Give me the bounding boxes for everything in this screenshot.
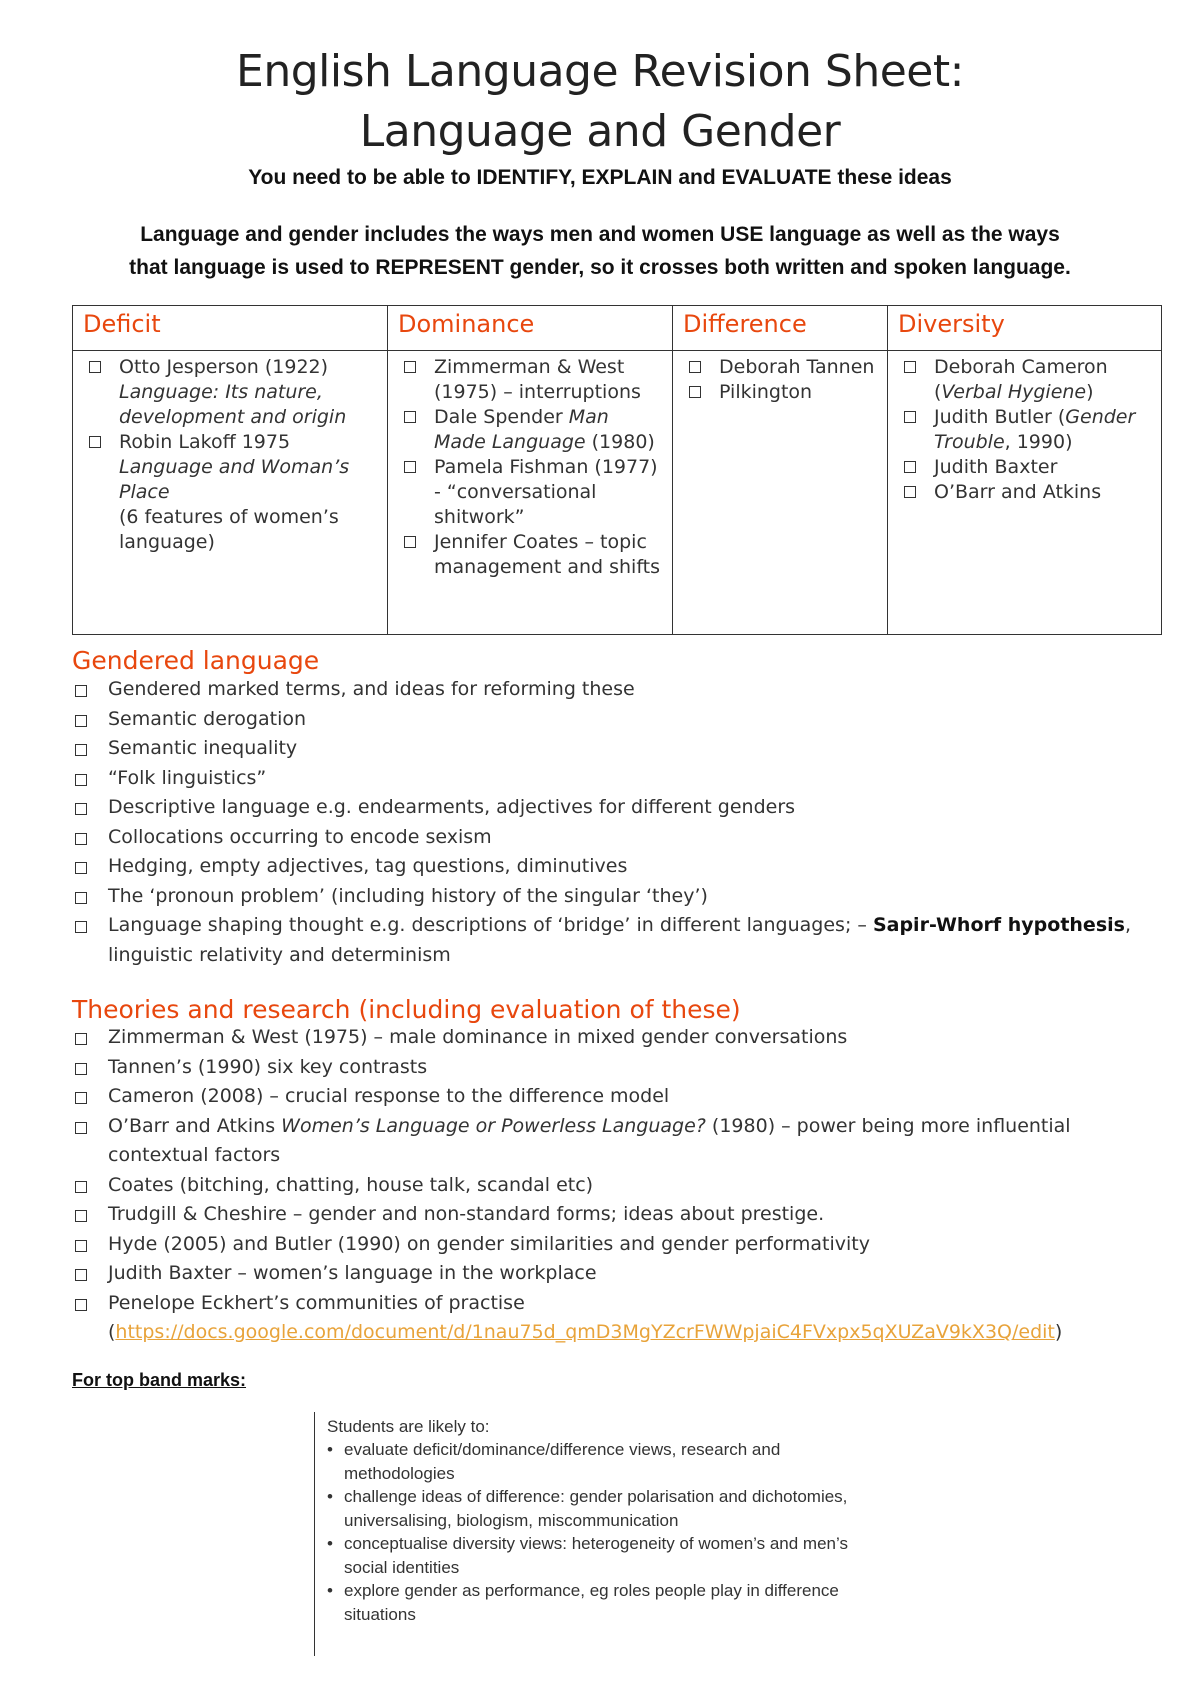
checkbox-icon[interactable] <box>75 862 87 874</box>
diversity-cell <box>888 351 1162 635</box>
list-item: Hyde (2005) and Butler (1990) on gender similarities and gender performativity <box>72 1230 1162 1260</box>
checkbox-icon[interactable] <box>75 1210 87 1222</box>
criteria-item: • challenge ideas of difference: gender polarisation and dichotomies, universalising, biologism, miscommunication <box>327 1485 874 1532</box>
checkbox-icon[interactable] <box>75 744 87 756</box>
checkbox-icon[interactable] <box>89 436 101 448</box>
intro-line-2: that language is used to REPRESENT gender, so it crosses both written and spoken language. <box>129 256 1071 279</box>
list-item: Zimmerman & West (1975) – male dominance in mixed gender conversations <box>72 1023 1162 1053</box>
checkbox-icon[interactable] <box>75 921 87 933</box>
list-item: Gendered marked terms, and ideas for reforming these <box>72 675 1162 705</box>
difference-item: Deborah Tannen <box>681 355 881 380</box>
dominance-cell <box>388 351 673 635</box>
checkbox-icon[interactable] <box>904 486 916 498</box>
list-item: Judith Baxter – women’s language in the workplace <box>72 1259 1162 1289</box>
header-difference: Difference <box>673 306 888 351</box>
list-item: Hedging, empty adjectives, tag questions, diminutives <box>72 852 1162 882</box>
diversity-item: Deborah Cameron (Verbal Hygiene) <box>896 355 1155 405</box>
list-item: Descriptive language e.g. endearments, adjectives for different genders <box>72 793 1162 823</box>
checkbox-icon[interactable] <box>75 833 87 845</box>
deficit-item: Otto Jesperson (1922) Language: Its nature, development and origin <box>81 355 381 430</box>
header-deficit: Deficit <box>73 306 388 351</box>
list-item: Language shaping thought e.g. descriptions of ‘bridge’ in different languages; – Sapir-Whorf hypothesis, linguistic relativity and determinism <box>72 911 1162 970</box>
dominance-item: Pamela Fishman (1977) - “conversational shitwork” <box>396 455 666 530</box>
page-title-line1: English Language Revision Sheet: <box>236 46 964 97</box>
theories-research-heading: Theories and research (including evaluation of these) <box>72 995 741 1024</box>
header-diversity: Diversity <box>888 306 1162 351</box>
difference-item: Pilkington <box>681 380 881 405</box>
checkbox-icon[interactable] <box>404 536 416 548</box>
google-doc-link[interactable]: https://docs.google.com/document/d/1nau75d_qmD3MgYZcrFWWpjaiC4FVxpx5qXUZaV9kX3Q/edit <box>115 1321 1055 1343</box>
checkbox-icon[interactable] <box>904 361 916 373</box>
list-item: Cameron (2008) – crucial response to the difference model <box>72 1082 1162 1112</box>
list-item: The ‘pronoun problem’ (including history of the singular ‘they’) <box>72 882 1162 912</box>
checkbox-icon[interactable] <box>75 1122 87 1134</box>
checkbox-icon[interactable] <box>75 1181 87 1193</box>
list-item: Coates (bitching, chatting, house talk, scandal etc) <box>72 1171 1162 1201</box>
list-item: Trudgill & Cheshire – gender and non-standard forms; ideas about prestige. <box>72 1200 1162 1230</box>
top-band-label: For top band marks: <box>72 1370 247 1390</box>
top-band-criteria-box <box>314 1412 874 1656</box>
checkbox-icon[interactable] <box>75 1299 87 1311</box>
checkbox-icon[interactable] <box>404 461 416 473</box>
checkbox-icon[interactable] <box>689 361 701 373</box>
difference-cell <box>673 351 888 635</box>
diversity-item: O’Barr and Atkins <box>896 480 1155 505</box>
checkbox-icon[interactable] <box>904 411 916 423</box>
dominance-item: Dale Spender Man Made Language (1980) <box>396 405 666 455</box>
checkbox-icon[interactable] <box>404 411 416 423</box>
diversity-item: Judith Baxter <box>896 455 1155 480</box>
list-item: “Folk linguistics” <box>72 764 1162 794</box>
checkbox-icon[interactable] <box>75 892 87 904</box>
checkbox-icon[interactable] <box>75 1033 87 1045</box>
students-intro: Students are likely to: <box>327 1417 490 1436</box>
theories-table <box>72 305 1162 635</box>
intro-line-1: Language and gender includes the ways men and women USE language as well as the ways <box>140 223 1060 246</box>
deficit-cell <box>73 351 388 635</box>
header-dominance: Dominance <box>388 306 673 351</box>
theories-research-list <box>72 1023 1162 1348</box>
gendered-language-list <box>72 675 1162 970</box>
checkbox-icon[interactable] <box>689 386 701 398</box>
checkbox-icon[interactable] <box>75 1269 87 1281</box>
criteria-item: • evaluate deficit/dominance/difference views, research and methodologies <box>327 1438 874 1485</box>
list-item: Semantic inequality <box>72 734 1162 764</box>
checkbox-icon[interactable] <box>75 685 87 697</box>
criteria-item: • conceptualise diversity views: heterogeneity of women’s and men’s social identities <box>327 1532 874 1579</box>
list-item: Semantic derogation <box>72 705 1162 735</box>
checkbox-icon[interactable] <box>75 803 87 815</box>
list-item: O’Barr and Atkins Women’s Language or Powerless Language? (1980) – power being more influential contextual factors <box>72 1112 1162 1171</box>
checkbox-icon[interactable] <box>904 461 916 473</box>
page-subtitle: You need to be able to IDENTIFY, EXPLAIN and EVALUATE these ideas <box>248 166 952 189</box>
checkbox-icon[interactable] <box>75 1240 87 1252</box>
dominance-item: Jennifer Coates – topic management and shifts <box>396 530 666 580</box>
dominance-item: Zimmerman & West (1975) – interruptions <box>396 355 666 405</box>
deficit-item: Robin Lakoff 1975 Language and Woman’s Place (6 features of women’s language) <box>81 430 381 555</box>
checkbox-icon[interactable] <box>75 1092 87 1104</box>
checkbox-icon[interactable] <box>75 774 87 786</box>
checkbox-icon[interactable] <box>75 1063 87 1075</box>
list-item: Penelope Eckhert’s communities of practise (https://docs.google.com/document/d/1nau75d_qmD3MgYZcrFWWpjaiC4FVxpx5qXUZaV9kX3Q/edit) <box>72 1289 1162 1348</box>
checkbox-icon[interactable] <box>89 361 101 373</box>
list-item: Collocations occurring to encode sexism <box>72 823 1162 853</box>
page-title-line2: Language and Gender <box>359 106 841 157</box>
checkbox-icon[interactable] <box>404 361 416 373</box>
intro-paragraph <box>60 218 1140 284</box>
criteria-item: • explore gender as performance, eg roles people play in difference situations <box>327 1579 874 1626</box>
criteria-list <box>327 1438 874 1626</box>
diversity-item: Judith Butler (Gender Trouble, 1990) <box>896 405 1155 455</box>
gendered-language-heading: Gendered language <box>72 646 320 675</box>
list-item: Tannen’s (1990) six key contrasts <box>72 1053 1162 1083</box>
checkbox-icon[interactable] <box>75 715 87 727</box>
